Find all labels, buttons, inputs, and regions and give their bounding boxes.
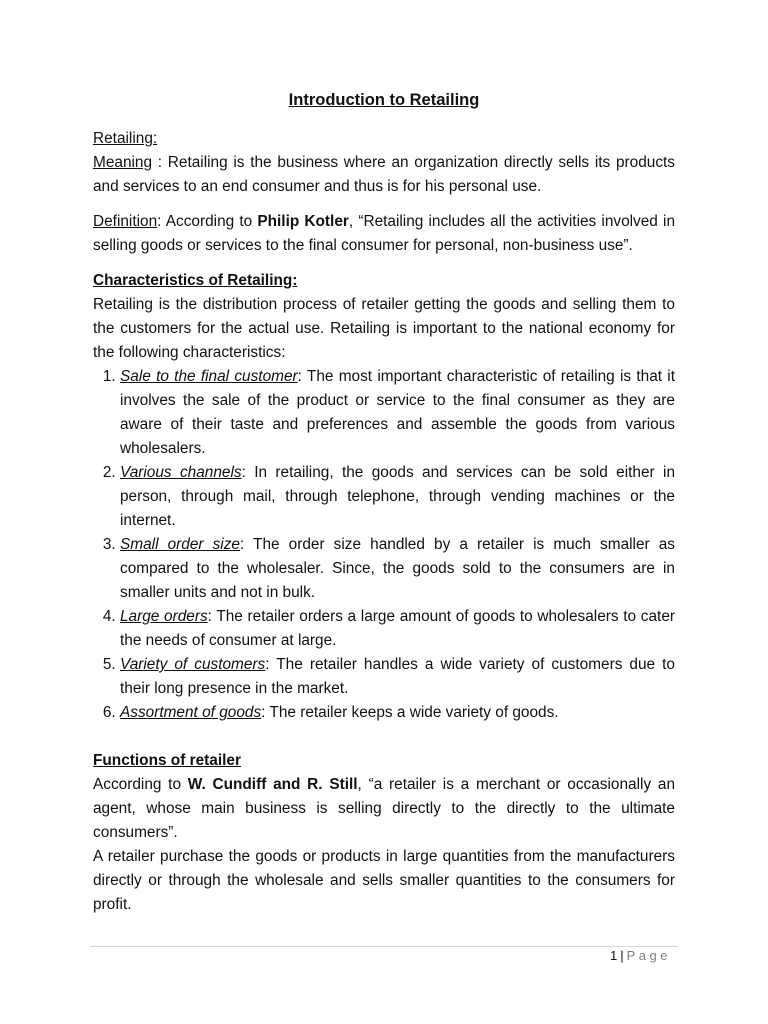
page-title: Introduction to Retailing (288, 91, 480, 109)
list-item-text: : The most important characteristic of retailing is that it involves the sale of the product or service to the final consumer as they are aware of their taste and preferences and assemble the goods from various wholesalers. (120, 368, 675, 457)
functions-prefix: According to (93, 776, 188, 793)
list-item (120, 605, 675, 653)
functions-heading-label: Functions of retailer (93, 752, 241, 769)
functions-paragraph: A retailer purchase the goods or products in large quantities from the manufacturers directly or through the wholesale and sells smaller quantities to the consumers for profit. (93, 848, 675, 913)
list-item-term: Large orders (120, 608, 208, 625)
definition-author: Philip Kotler (257, 213, 349, 230)
meaning-paragraph (93, 151, 675, 199)
characteristics-heading (93, 269, 675, 293)
meaning-label: Meaning (93, 154, 153, 171)
list-item-text: : In retailing, the goods and services can be sold either in person, through mail, through telephone, through vending machines or the internet. (120, 464, 676, 529)
page-label: Page (626, 948, 671, 963)
list-item-term: Sale to the final customer (120, 368, 298, 385)
retailing-heading-label: Retailing: (93, 130, 158, 147)
list-item-text: : The retailer keeps a wide variety of goods. (261, 704, 559, 721)
retailing-heading (93, 127, 675, 151)
definition-paragraph (93, 210, 675, 258)
characteristics-intro: Retailing is the distribution process of retailer getting the goods and selling them to the customers for the actual use. Retailing is important to the national economy for the following characteristics: (93, 296, 675, 361)
functions-authors: W. Cundiff and R. Still (187, 776, 358, 793)
list-item-text: : The retailer orders a large amount of goods to wholesalers to cater the needs of consumer at large. (120, 608, 675, 649)
list-item-text: : The order size handled by a retailer is much smaller as compared to the wholesaler. Since, the goods sold to the consumers are in smaller units and not in bulk. (120, 536, 675, 601)
footer-divider (90, 946, 678, 947)
functions-heading (93, 749, 675, 773)
characteristics-list (93, 365, 675, 725)
list-item-term: Various channels (120, 464, 242, 481)
definition-quote: , “Retailing includes all the activities involved in selling goods or services to the final consumer for personal, non-business use”. (93, 213, 676, 254)
list-item (120, 365, 675, 461)
list-item (120, 533, 675, 605)
document-body (93, 88, 675, 917)
page-footer (610, 947, 671, 965)
page-number: 1 (610, 948, 618, 963)
footer-separator: | (620, 948, 624, 963)
list-item (120, 653, 675, 701)
functions-definition (93, 773, 675, 845)
functions-quote: , “a retailer is a merchant or occasionally an agent, whose main business is selling directly to the directly to the ultimate consumers”. (93, 776, 676, 841)
list-item (120, 461, 675, 533)
list-item-text: : The retailer handles a wide variety of customers due to their long presence in the market. (120, 656, 675, 697)
definition-prefix: : According to (157, 213, 258, 230)
characteristics-heading-label: Characteristics of Retailing: (93, 272, 298, 289)
list-item-term: Variety of customers (120, 656, 266, 673)
list-item-term: Small order size (120, 536, 240, 553)
list-item-term: Assortment of goods (120, 704, 262, 721)
list-item (120, 701, 675, 725)
meaning-text: : Retailing is the business where an organization directly sells its products and services to an end consumer and thus is for his personal use. (93, 154, 675, 195)
definition-label: Definition (93, 213, 158, 230)
